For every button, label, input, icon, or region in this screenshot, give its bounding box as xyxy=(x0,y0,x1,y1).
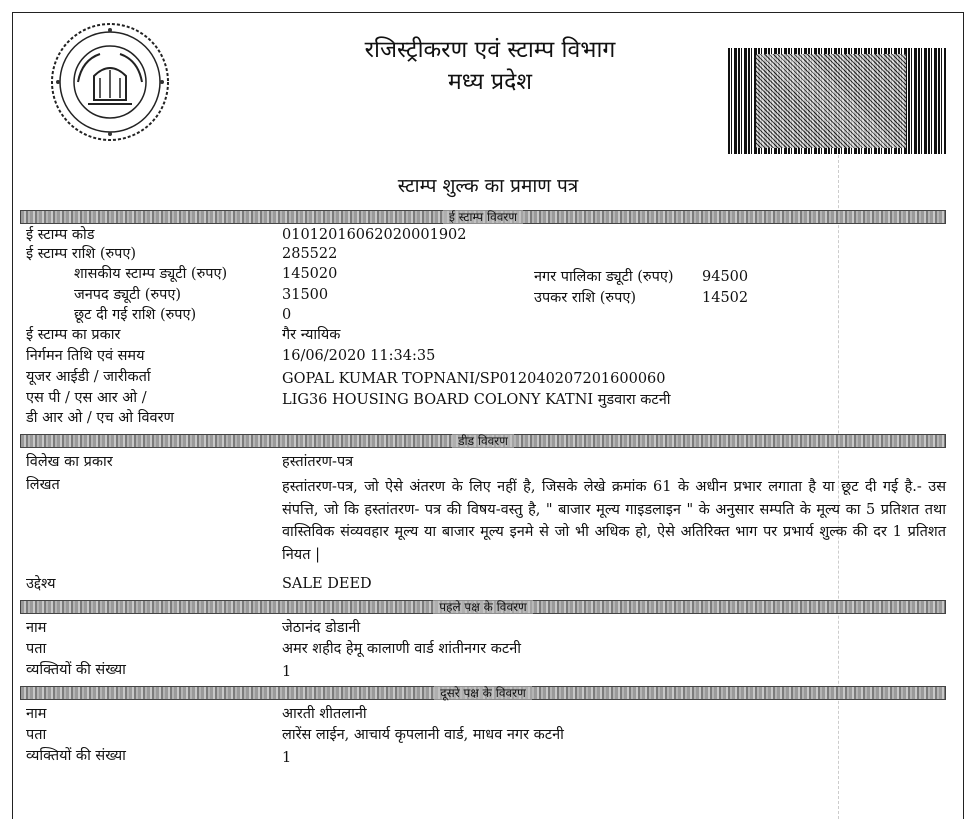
janpad-duty-label: जनपद ड्यूटी (रुपए) xyxy=(74,287,182,303)
municipal-duty-label: नगर पालिका ड्यूटी (रुपए) xyxy=(534,269,674,285)
exempt-label: छूट दी गई राशि (रुपए) xyxy=(74,307,197,323)
second-party-count-label: व्यक्तियों की संख्या xyxy=(26,748,126,764)
qr-barcode xyxy=(728,48,946,154)
cess-label: उपकर राशि (रुपए) xyxy=(534,290,637,306)
estamp-amount-value: 285522 xyxy=(282,246,338,262)
estamp-code-value: 01012016062020001902 xyxy=(282,227,467,243)
second-party-count-value: 1 xyxy=(282,750,292,766)
first-party-name-label: नाम xyxy=(26,620,47,636)
user-id-label: यूजर आईडी / जारीकर्ता xyxy=(26,369,151,385)
first-party-name-value: जेठानंद डोडानी xyxy=(282,620,361,636)
section-band-estamp: ई स्टाम्प विवरण xyxy=(20,210,946,224)
first-party-count-value: 1 xyxy=(282,664,292,680)
purpose-label: उद्देश्य xyxy=(26,576,56,592)
sp-details-label-1: एस पी / एस आर ओ / xyxy=(26,390,147,406)
second-party-name-label: नाम xyxy=(26,706,47,722)
deed-type-label: विलेख का प्रकार xyxy=(26,454,113,470)
certificate-title: स्टाम्प शुल्क का प्रमाण पत्र xyxy=(397,175,579,197)
section-band-first-party: पहले पक्ष के विवरण xyxy=(20,600,946,614)
purpose-value: SALE DEED xyxy=(282,576,372,592)
estamp-code-label: ई स्टाम्प कोड xyxy=(26,227,95,243)
gov-duty-label: शासकीय स्टाम्प ड्यूटी (रुपए) xyxy=(74,266,228,282)
issue-datetime-label: निर्गमन तिथि एवं समय xyxy=(26,348,145,364)
title-line-1: रजिस्ट्रीकरण एवं स्टाम्प विभाग xyxy=(364,37,616,63)
user-id-value: GOPAL KUMAR TOPNANI/SP012040207201600060 xyxy=(282,371,666,387)
instrument-description: हस्तांतरण-पत्र, जो ऐसे अंतरण के लिए नहीं है, जिसके लेखे क्रमांक 61 के अधीन प्रभार लगाता है या छूट दी गई है.- उस संपत्ति, जो कि हस्तांतरण- पत्र की विषय-वस्तु है, " बाजार मूल्य गाइडलाइन " के अनुसार सम्पति के मूल्य का 5 प्रतिशत तथा वास्तिविक संव्यवहार मूल्य या बाजार मूल्य इनमे से जो भी अधिक हो, ऐसे अतिरिक्त भाग पर प्रभार्य शुल्क की दर 1 प्रतिशत नियत | xyxy=(282,479,946,563)
instrument-label: लिखत xyxy=(26,477,60,493)
sp-details-label-2: डी आर ओ / एच ओ विवरण xyxy=(26,410,174,426)
estamp-type-value: गैर न्यायिक xyxy=(282,327,341,343)
department-title xyxy=(300,34,680,98)
first-party-count-label: व्यक्तियों की संख्या xyxy=(26,662,126,678)
section-band-deed: डीड विवरण xyxy=(20,434,946,448)
second-party-address-label: पता xyxy=(26,727,47,743)
janpad-duty-value: 31500 xyxy=(282,287,329,303)
second-party-address-value: लारेंस लाईन, आचार्य कृपलानी वार्ड, माधव नगर कटनी xyxy=(282,727,564,743)
issue-datetime-value: 16/06/2020 11:34:35 xyxy=(282,348,436,364)
municipal-duty-value: 94500 xyxy=(702,269,749,285)
first-party-address-label: पता xyxy=(26,641,47,657)
estamp-type-label: ई स्टाम्प का प्रकार xyxy=(26,327,121,343)
cess-value: 14502 xyxy=(702,290,749,306)
exempt-value: 0 xyxy=(282,307,292,323)
deed-type-value: हस्तांतरण-पत्र xyxy=(282,454,354,470)
first-party-address-value: अमर शहीद हेमू कालाणी वार्ड शांतीनगर कटनी xyxy=(282,641,522,657)
estamp-amount-label: ई स्टाम्प राशि (रुपए) xyxy=(26,246,137,262)
gov-duty-value: 145020 xyxy=(282,266,338,282)
madhya-pradesh-emblem-icon xyxy=(48,20,172,144)
section-band-second-party: दूसरे पक्ष के विवरण xyxy=(20,686,946,700)
title-line-2: मध्य प्रदेश xyxy=(448,69,532,95)
second-party-name-value: आरती शीतलानी xyxy=(282,706,367,722)
sp-details-value: LIG36 HOUSING BOARD COLONY KATNI मुडवारा कटनी xyxy=(282,392,671,408)
